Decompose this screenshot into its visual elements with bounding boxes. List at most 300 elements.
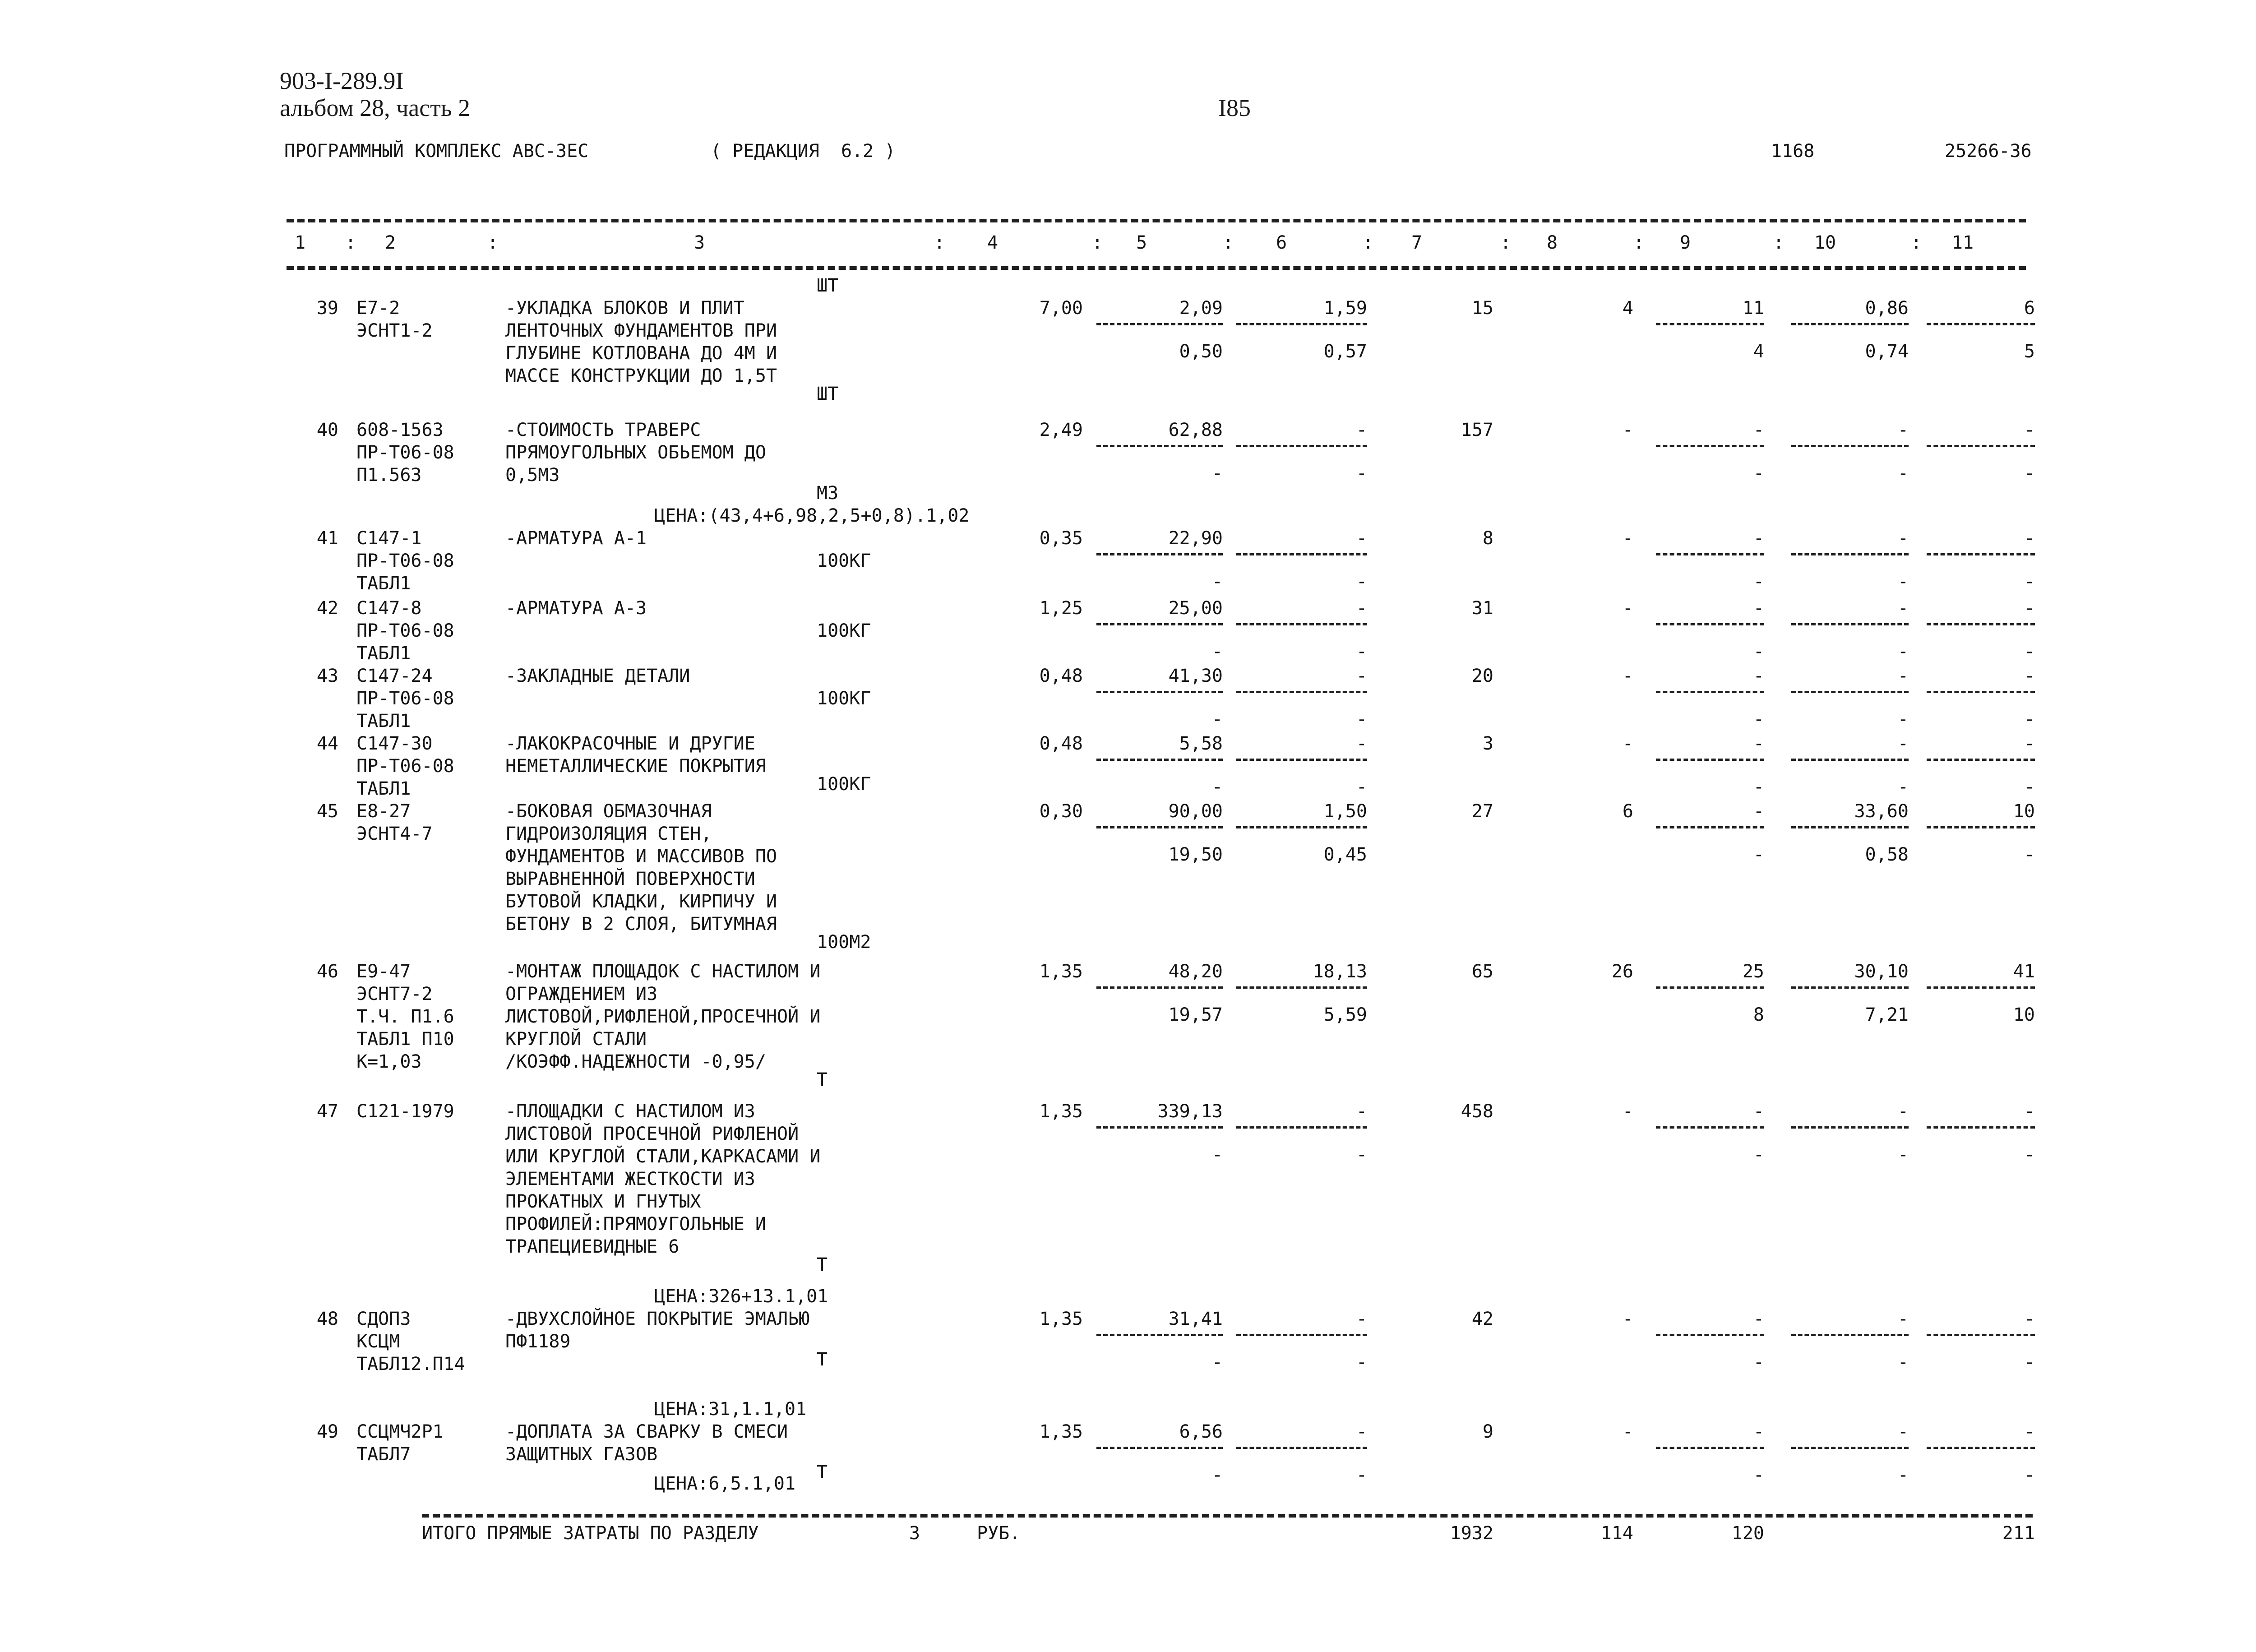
cell-separator-rule xyxy=(1096,323,1223,325)
work-description: ЛЕНТОЧНЫХ ФУНДАМЕНТОВ ПРИ xyxy=(505,320,777,341)
column-separator: : xyxy=(487,232,499,253)
value-c8: - xyxy=(1622,1421,1633,1442)
work-description: ФУНДАМЕНТОВ И МАССИВОВ ПО xyxy=(505,846,777,867)
work-description: /КОЭФФ.НАДЕЖНОСТИ -0,95/ xyxy=(505,1051,766,1072)
document-code: 903-I-289.9I xyxy=(280,67,404,94)
value-c11-lower: - xyxy=(2024,1465,2035,1485)
value-c4: 1,25 xyxy=(1039,598,1083,619)
cell-separator-rule xyxy=(1656,826,1764,828)
column-separator: : xyxy=(345,232,356,253)
value-c8: - xyxy=(1622,598,1633,619)
value-c7: 9 xyxy=(1482,1421,1493,1442)
value-c9: - xyxy=(1753,801,1764,822)
value-c9: - xyxy=(1753,598,1764,619)
column-number: 8 xyxy=(1546,232,1558,253)
cell-separator-rule xyxy=(1236,691,1367,693)
value-c6-lower: - xyxy=(1356,571,1367,592)
value-c9-lower: - xyxy=(1753,641,1764,662)
cell-separator-rule xyxy=(1927,691,2035,693)
cell-separator-rule xyxy=(1236,323,1367,325)
column-number: 6 xyxy=(1276,232,1287,253)
value-c9: - xyxy=(1753,1101,1764,1122)
value-c6: - xyxy=(1356,1101,1367,1122)
value-c10: - xyxy=(1897,528,1909,549)
work-description: ИЛИ КРУГЛОЙ СТАЛИ,КАРКАСАМИ И xyxy=(505,1146,821,1167)
cell-separator-rule xyxy=(1791,1447,1909,1449)
norm-code: КСЦМ xyxy=(356,1331,400,1352)
value-c6-lower: 0,45 xyxy=(1323,844,1367,865)
norm-code: ССЦМЧ2Р1 xyxy=(356,1421,444,1442)
row-unit: 100КГ xyxy=(817,688,871,709)
value-c11-lower: - xyxy=(2024,463,2035,484)
value-c6: 1,59 xyxy=(1323,298,1367,319)
column-number: 1 xyxy=(294,232,306,253)
work-description: -АРМАТУРА А-1 xyxy=(505,528,647,549)
row-unit: Т xyxy=(817,1462,828,1483)
value-c10-lower: 0,58 xyxy=(1865,844,1909,865)
work-description: -СТОИМОСТЬ ТРАВЕРС xyxy=(505,420,701,440)
value-c6-lower: - xyxy=(1356,709,1367,730)
value-c5-lower: - xyxy=(1211,571,1223,592)
norm-code: ЭСНТ1-2 xyxy=(356,320,433,341)
value-c5-lower: - xyxy=(1211,1352,1223,1373)
cell-separator-rule xyxy=(1096,1126,1223,1129)
value-c9: - xyxy=(1753,733,1764,754)
cell-separator-rule xyxy=(1927,323,2035,325)
row-unit-or-price: ЦЕНА:31,1.1,01 xyxy=(654,1399,807,1420)
total-col7: 1932 xyxy=(1450,1523,1493,1544)
value-c6: 1,50 xyxy=(1323,801,1367,822)
norm-code: Е7-2 xyxy=(356,298,400,319)
norm-code: ПР-Т06-08 xyxy=(356,551,454,571)
row-unit: 100КГ xyxy=(817,620,871,641)
value-c7: 3 xyxy=(1482,733,1493,754)
work-description: ЗАЩИТНЫХ ГАЗОВ xyxy=(505,1444,658,1465)
norm-code: С147-1 xyxy=(356,528,422,549)
norm-code: С147-30 xyxy=(356,733,433,754)
value-c5: 2,09 xyxy=(1179,298,1223,319)
value-c8: - xyxy=(1622,733,1633,754)
work-description: -АРМАТУРА А-3 xyxy=(505,598,647,619)
cell-separator-rule xyxy=(1927,1334,2035,1336)
value-c4: 0,48 xyxy=(1039,733,1083,754)
total-label: ИТОГО ПРЯМЫЕ ЗАТРАТЫ ПО РАЗДЕЛУ xyxy=(422,1523,759,1544)
cell-separator-rule xyxy=(1236,445,1367,447)
value-c7: 8 xyxy=(1482,528,1493,549)
norm-code: ТАБЛ7 xyxy=(356,1444,411,1465)
cell-separator-rule xyxy=(1791,986,1909,989)
row-unit: 100М2 xyxy=(817,932,871,953)
norm-code: ПР-Т06-08 xyxy=(356,756,454,777)
value-c10: - xyxy=(1897,1421,1909,1442)
norm-code: Т.Ч. П1.6 xyxy=(356,1006,454,1027)
value-c10: - xyxy=(1897,733,1909,754)
value-c8: - xyxy=(1622,666,1633,686)
norm-code: ТАБЛ1 xyxy=(356,573,411,594)
work-description: -БОКОВАЯ ОБМАЗОЧНАЯ xyxy=(505,801,712,822)
cell-separator-rule xyxy=(1096,691,1223,693)
value-c5-lower: 19,50 xyxy=(1168,844,1223,865)
column-number: 2 xyxy=(384,232,396,253)
norm-code: ПР-Т06-08 xyxy=(356,688,454,709)
work-description: -ДВУХСЛОЙНОЕ ПОКРЫТИЕ ЭМАЛЬЮ xyxy=(505,1309,810,1329)
work-description: ОГРАЖДЕНИЕМ ИЗ xyxy=(505,984,658,1004)
norm-code: ТАБЛ12.П14 xyxy=(356,1354,465,1374)
cell-separator-rule xyxy=(1236,623,1367,625)
value-c4: 1,35 xyxy=(1039,1101,1083,1122)
row-unit-or-price: ЦЕНА:326+13.1,01 xyxy=(654,1286,828,1307)
work-description: ГИДРОИЗОЛЯЦИЯ СТЕН, xyxy=(505,824,712,844)
work-description: БЕТОНУ В 2 СЛОЯ, БИТУМНАЯ xyxy=(505,914,777,935)
cell-separator-rule xyxy=(1096,623,1223,625)
value-c6: 18,13 xyxy=(1313,961,1367,982)
value-c6: - xyxy=(1356,666,1367,686)
value-c6-lower: - xyxy=(1356,1144,1367,1165)
value-c9: - xyxy=(1753,528,1764,549)
work-description: ГЛУБИНЕ КОТЛОВАНА ДО 4М И xyxy=(505,343,777,364)
value-c11: - xyxy=(2024,598,2035,619)
work-description: ПФ1189 xyxy=(505,1331,571,1352)
page-number: I85 xyxy=(1218,94,1251,121)
value-c11-lower: - xyxy=(2024,709,2035,730)
value-c5: 339,13 xyxy=(1157,1101,1223,1122)
cell-separator-rule xyxy=(1927,1126,2035,1129)
cell-separator-rule xyxy=(1096,1447,1223,1449)
column-separator: : xyxy=(1500,232,1512,253)
norm-code: С147-24 xyxy=(356,666,433,686)
row-unit: ШТ xyxy=(817,384,839,404)
norm-code: ЭСНТ7-2 xyxy=(356,984,433,1004)
value-c10-lower: - xyxy=(1897,777,1909,797)
cell-separator-rule xyxy=(1791,759,1909,761)
value-c8: 26 xyxy=(1611,961,1633,982)
cell-separator-rule xyxy=(1096,553,1223,555)
total-currency: РУБ. xyxy=(977,1523,1021,1544)
work-description: -УКЛАДКА БЛОКОВ И ПЛИТ xyxy=(505,298,744,319)
value-c11: - xyxy=(2024,666,2035,686)
value-c5: 90,00 xyxy=(1168,801,1223,822)
cell-separator-rule xyxy=(1236,826,1367,828)
value-c10: - xyxy=(1897,420,1909,440)
value-c7: 65 xyxy=(1471,961,1493,982)
value-c11-lower: - xyxy=(2024,777,2035,797)
value-c5-lower: - xyxy=(1211,1144,1223,1165)
cell-separator-rule xyxy=(1656,1334,1764,1336)
cell-separator-rule xyxy=(1656,445,1764,447)
value-c6: - xyxy=(1356,733,1367,754)
cell-separator-rule xyxy=(1927,623,2035,625)
value-c10-lower: - xyxy=(1897,1144,1909,1165)
norm-code: ПР-Т06-08 xyxy=(356,620,454,641)
work-description: -МОНТАЖ ПЛОЩАДОК С НАСТИЛОМ И xyxy=(505,961,821,982)
value-c10-lower: - xyxy=(1897,709,1909,730)
value-c11-lower: 10 xyxy=(2013,1004,2035,1025)
inventory-number: 25266-36 xyxy=(1945,141,2032,162)
value-c5-lower: - xyxy=(1211,463,1223,484)
value-c11-lower: - xyxy=(2024,1352,2035,1373)
cell-separator-rule xyxy=(1791,323,1909,325)
work-description: ЛИСТОВОЙ,РИФЛЕНОЙ,ПРОСЕЧНОЙ И xyxy=(505,1006,821,1027)
value-c11: - xyxy=(2024,733,2035,754)
value-c10-lower: - xyxy=(1897,1465,1909,1485)
work-description: -ЛАКОКРАСОЧНЫЕ И ДРУГИЕ xyxy=(505,733,755,754)
cell-separator-rule xyxy=(1096,445,1223,447)
work-description: ПРОФИЛЕЙ:ПРЯМОУГОЛЬНЫЕ И xyxy=(505,1214,766,1235)
row-number: 48 xyxy=(316,1309,338,1329)
value-c9-lower: 8 xyxy=(1753,1004,1764,1025)
column-separator: : xyxy=(1092,232,1103,253)
value-c10: 30,10 xyxy=(1854,961,1909,982)
value-c7: 31 xyxy=(1471,598,1493,619)
value-c5: 31,41 xyxy=(1168,1309,1223,1329)
cell-separator-rule xyxy=(1096,759,1223,761)
row-number: 40 xyxy=(316,420,338,440)
row-unit: М3 xyxy=(817,483,839,504)
cell-separator-rule xyxy=(1656,1447,1764,1449)
row-unit: 100КГ xyxy=(817,774,871,795)
value-c11-lower: - xyxy=(2024,641,2035,662)
header-top-rule xyxy=(287,219,2026,222)
row-unit: Т xyxy=(817,1254,828,1275)
column-number: 10 xyxy=(1814,232,1836,253)
norm-code: ТАБЛ1 xyxy=(356,643,411,664)
value-c11: - xyxy=(2024,528,2035,549)
norm-code: ТАБЛ1 xyxy=(356,711,411,731)
cell-separator-rule xyxy=(1236,759,1367,761)
value-c9: 25 xyxy=(1742,961,1764,982)
value-c5: 22,90 xyxy=(1168,528,1223,549)
value-c11-lower: - xyxy=(2024,1144,2035,1165)
value-c8: - xyxy=(1622,1309,1633,1329)
norm-code: 608-1563 xyxy=(356,420,444,440)
value-c6-lower: - xyxy=(1356,1352,1367,1373)
norm-code: Е9-47 xyxy=(356,961,411,982)
row-number: 46 xyxy=(316,961,338,982)
value-c5: 6,56 xyxy=(1179,1421,1223,1442)
value-c6: - xyxy=(1356,420,1367,440)
sheet-number: 1168 xyxy=(1771,141,1815,162)
value-c11-lower: - xyxy=(2024,844,2035,865)
work-description: БУТОВОЙ КЛАДКИ, КИРПИЧУ И xyxy=(505,891,777,912)
cell-separator-rule xyxy=(1656,323,1764,325)
column-number: 7 xyxy=(1411,232,1423,253)
value-c10-lower: - xyxy=(1897,463,1909,484)
cell-separator-rule xyxy=(1927,986,2035,989)
work-description: -ПЛОЩАДКИ С НАСТИЛОМ ИЗ xyxy=(505,1101,755,1122)
cell-separator-rule xyxy=(1656,1126,1764,1129)
cell-separator-rule xyxy=(1791,1334,1909,1336)
value-c11: - xyxy=(2024,1421,2035,1442)
cell-separator-rule xyxy=(1791,553,1909,555)
cell-separator-rule xyxy=(1656,691,1764,693)
value-c10: - xyxy=(1897,1101,1909,1122)
total-section: 3 xyxy=(909,1523,920,1544)
cell-separator-rule xyxy=(1656,623,1764,625)
value-c5-lower: 0,50 xyxy=(1179,341,1223,362)
cell-separator-rule xyxy=(1791,445,1909,447)
cell-separator-rule xyxy=(1236,553,1367,555)
value-c4: 1,35 xyxy=(1039,1309,1083,1329)
value-c5-lower: - xyxy=(1211,1465,1223,1485)
value-c9-lower: - xyxy=(1753,844,1764,865)
value-c9: - xyxy=(1753,666,1764,686)
row-number: 39 xyxy=(316,298,338,319)
value-c7: 42 xyxy=(1471,1309,1493,1329)
row-number: 42 xyxy=(316,598,338,619)
cell-separator-rule xyxy=(1927,759,2035,761)
value-c9: 11 xyxy=(1742,298,1764,319)
cell-separator-rule xyxy=(1656,553,1764,555)
cell-separator-rule xyxy=(1791,691,1909,693)
row-number: 45 xyxy=(316,801,338,822)
value-c9: - xyxy=(1753,1421,1764,1442)
album-label: альбом 28, часть 2 xyxy=(280,94,470,121)
value-c5-lower: - xyxy=(1211,777,1223,797)
value-c10-lower: 0,74 xyxy=(1865,341,1909,362)
column-number: 5 xyxy=(1136,232,1147,253)
value-c6-lower: 5,59 xyxy=(1323,1004,1367,1025)
total-rule xyxy=(422,1514,2033,1518)
norm-code: С121-1979 xyxy=(356,1101,454,1122)
value-c9-lower: - xyxy=(1753,1352,1764,1373)
row-unit-or-price: ШТ xyxy=(817,275,839,296)
cell-separator-rule xyxy=(1927,445,2035,447)
value-c6: - xyxy=(1356,1309,1367,1329)
cell-separator-rule xyxy=(1236,986,1367,989)
value-c8: 6 xyxy=(1622,801,1633,822)
row-unit: Т xyxy=(817,1069,828,1090)
value-c10: 33,60 xyxy=(1854,801,1909,822)
value-c9-lower: 4 xyxy=(1753,341,1764,362)
row-number: 49 xyxy=(316,1421,338,1442)
value-c5: 5,58 xyxy=(1179,733,1223,754)
value-c6: - xyxy=(1356,598,1367,619)
value-c10: 0,86 xyxy=(1865,298,1909,319)
value-c9: - xyxy=(1753,1309,1764,1329)
value-c5-lower: - xyxy=(1211,641,1223,662)
value-c4: 0,35 xyxy=(1039,528,1083,549)
value-c8: 4 xyxy=(1622,298,1633,319)
row-number: 47 xyxy=(316,1101,338,1122)
value-c10: - xyxy=(1897,1309,1909,1329)
row-unit: 100КГ xyxy=(817,551,871,571)
value-c10-lower: 7,21 xyxy=(1865,1004,1909,1025)
value-c7: 458 xyxy=(1461,1101,1493,1122)
value-c4: 1,35 xyxy=(1039,961,1083,982)
work-description: МАССЕ КОНСТРУКЦИИ ДО 1,5Т xyxy=(505,366,777,386)
value-c6-lower: - xyxy=(1356,641,1367,662)
program-title: ПРОГРАММНЫЙ КОМПЛЕКС АВС-ЗЕС xyxy=(284,141,589,162)
value-c11: 41 xyxy=(2013,961,2035,982)
value-c6: - xyxy=(1356,1421,1367,1442)
value-c5: 62,88 xyxy=(1168,420,1223,440)
value-c11: - xyxy=(2024,1101,2035,1122)
cell-separator-rule xyxy=(1236,1126,1367,1129)
norm-code: ТАБЛ1 xyxy=(356,778,411,799)
value-c9-lower: - xyxy=(1753,1144,1764,1165)
value-c5-lower: 19,57 xyxy=(1168,1004,1223,1025)
value-c9-lower: - xyxy=(1753,1465,1764,1485)
norm-code: ЭСНТ4-7 xyxy=(356,824,433,844)
total-col11: 211 xyxy=(2002,1523,2035,1544)
norm-code: Е8-27 xyxy=(356,801,411,822)
value-c6-lower: 0,57 xyxy=(1323,341,1367,362)
value-c5: 41,30 xyxy=(1168,666,1223,686)
value-c8: - xyxy=(1622,1101,1633,1122)
work-description: -ДОПЛАТА ЗА СВАРКУ В СМЕСИ xyxy=(505,1421,788,1442)
column-separator: : xyxy=(1911,232,1922,253)
column-separator: : xyxy=(934,232,945,253)
column-separator: : xyxy=(1223,232,1234,253)
cell-separator-rule xyxy=(1927,553,2035,555)
value-c7: 157 xyxy=(1461,420,1493,440)
value-c9-lower: - xyxy=(1753,571,1764,592)
total-col9: 120 xyxy=(1731,1523,1764,1544)
cell-separator-rule xyxy=(1236,1334,1367,1336)
value-c11-lower: - xyxy=(2024,571,2035,592)
norm-code: ТАБЛ1 П10 xyxy=(356,1029,454,1050)
column-separator: : xyxy=(1363,232,1374,253)
value-c11: - xyxy=(2024,1309,2035,1329)
edition-label: ( РЕДАКЦИЯ 6.2 ) xyxy=(711,141,896,162)
cell-separator-rule xyxy=(1927,1447,2035,1449)
norm-code: СДОП3 xyxy=(356,1309,411,1329)
norm-code: ПР-Т06-08 xyxy=(356,442,454,463)
value-c5: 48,20 xyxy=(1168,961,1223,982)
column-separator: : xyxy=(1773,232,1784,253)
value-c9-lower: - xyxy=(1753,709,1764,730)
cell-separator-rule xyxy=(1096,826,1223,828)
value-c8: - xyxy=(1622,420,1633,440)
work-description: ЛИСТОВОЙ ПРОСЕЧНОЙ РИФЛЕНОЙ xyxy=(505,1124,799,1144)
value-c10-lower: - xyxy=(1897,1352,1909,1373)
norm-code: К=1,03 xyxy=(356,1051,422,1072)
norm-code: П1.563 xyxy=(356,465,422,486)
column-number: 4 xyxy=(987,232,999,253)
cell-separator-rule xyxy=(1927,826,2035,828)
value-c11: 6 xyxy=(2024,298,2035,319)
cell-separator-rule xyxy=(1791,826,1909,828)
value-c10: - xyxy=(1897,666,1909,686)
value-c5: 25,00 xyxy=(1168,598,1223,619)
work-description: -ЗАКЛАДНЫЕ ДЕТАЛИ xyxy=(505,666,690,686)
norm-code: С147-8 xyxy=(356,598,422,619)
column-number: 9 xyxy=(1679,232,1691,253)
value-c11-lower: 5 xyxy=(2024,341,2035,362)
work-description: ПРЯМОУГОЛЬНЫХ ОБЬЕМОМ ДО xyxy=(505,442,766,463)
value-c4: 0,48 xyxy=(1039,666,1083,686)
value-c7: 20 xyxy=(1471,666,1493,686)
value-c9: - xyxy=(1753,420,1764,440)
work-description: ПРОКАТНЫХ И ГНУТЫХ xyxy=(505,1191,701,1212)
value-c6-lower: - xyxy=(1356,1465,1367,1485)
value-c9-lower: - xyxy=(1753,463,1764,484)
value-c4: 0,30 xyxy=(1039,801,1083,822)
final-price: ЦЕНА:6,5.1,01 xyxy=(654,1473,796,1494)
value-c10: - xyxy=(1897,598,1909,619)
work-description: 0,5М3 xyxy=(505,465,560,486)
row-unit-or-price: ЦЕНА:(43,4+6,98,2,5+0,8).1,02 xyxy=(654,505,970,526)
value-c11: 10 xyxy=(2013,801,2035,822)
value-c8: - xyxy=(1622,528,1633,549)
value-c6: - xyxy=(1356,528,1367,549)
value-c4: 7,00 xyxy=(1039,298,1083,319)
value-c10-lower: - xyxy=(1897,571,1909,592)
cell-separator-rule xyxy=(1656,986,1764,989)
total-col8: 114 xyxy=(1600,1523,1633,1544)
value-c6-lower: - xyxy=(1356,463,1367,484)
cell-separator-rule xyxy=(1791,623,1909,625)
